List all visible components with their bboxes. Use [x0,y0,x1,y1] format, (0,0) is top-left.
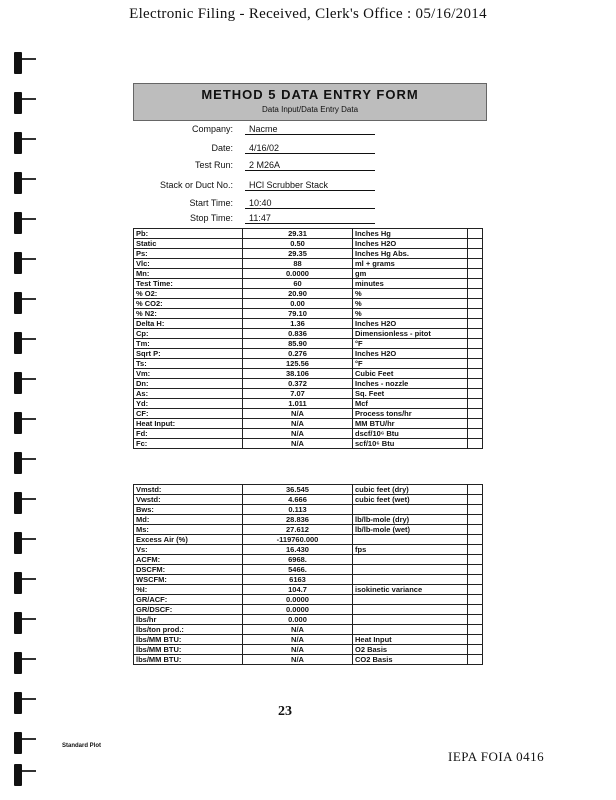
row-spacer [468,419,483,429]
table-row [134,565,483,575]
row-label: Dn: [134,379,243,389]
row-label: DSCFM: [134,565,243,575]
table-row [134,419,483,429]
table-row [134,269,483,279]
table-row [134,595,483,605]
row-unit [353,575,468,585]
row-unit: Inches H2O [353,319,468,329]
row-spacer [468,585,483,595]
table-row [134,429,483,439]
row-spacer [468,655,483,665]
binding-ring [14,332,22,354]
row-label: % O2: [134,289,243,299]
meta-value: 2 M26A [245,160,375,171]
row-unit [353,505,468,515]
row-spacer [468,625,483,635]
binding-ring [14,292,22,314]
row-spacer [468,535,483,545]
binding-ring [14,764,22,786]
row-value: 6163 [243,575,353,585]
row-unit: Mcf [353,399,468,409]
table-row [134,399,483,409]
form-title: METHOD 5 DATA ENTRY FORM [201,87,419,102]
row-label: Md: [134,515,243,525]
table-row [134,585,483,595]
row-unit [353,615,468,625]
row-value: 60 [243,279,353,289]
row-spacer [468,429,483,439]
row-unit: gm [353,269,468,279]
row-value: 0.0000 [243,595,353,605]
row-label: Test Time: [134,279,243,289]
meta-value: Nacme [245,124,375,135]
row-unit [353,605,468,615]
row-label: GR/ACF: [134,595,243,605]
row-value: N/A [243,635,353,645]
row-label: Vs: [134,545,243,555]
row-label: lbs/MM BTU: [134,635,243,645]
row-unit: lb/lb-mole (wet) [353,525,468,535]
row-spacer [468,505,483,515]
binding-ring [14,372,22,394]
row-value: 29.35 [243,249,353,259]
row-spacer [468,369,483,379]
row-label: Fc: [134,439,243,449]
row-value: 0.50 [243,239,353,249]
row-spacer [468,249,483,259]
row-value: 1.36 [243,319,353,329]
row-spacer [468,349,483,359]
row-spacer [468,615,483,625]
table-row [134,635,483,645]
row-unit: Inches H2O [353,239,468,249]
binding-ring [14,732,22,754]
row-unit: °F [353,339,468,349]
row-unit [353,625,468,635]
row-value: 85.90 [243,339,353,349]
row-unit: % [353,309,468,319]
row-unit: Process tons/hr [353,409,468,419]
binding-ring [14,212,22,234]
row-label: ACFM: [134,555,243,565]
row-spacer [468,645,483,655]
table-row [134,319,483,329]
meta-label: Date: [211,143,233,153]
row-value: 0.113 [243,505,353,515]
row-value: 4.666 [243,495,353,505]
row-value: N/A [243,439,353,449]
table-row [134,359,483,369]
row-spacer [468,329,483,339]
row-spacer [468,605,483,615]
row-spacer [468,229,483,239]
table-row [134,615,483,625]
row-label: As: [134,389,243,399]
table-row [134,309,483,319]
row-value: 79.10 [243,309,353,319]
row-unit: Sq. Feet [353,389,468,399]
foia-stamp: IEPA FOIA 0416 [448,749,545,764]
binding-ring [14,612,22,634]
footer-note: Standard Plot [62,743,102,749]
table-row [134,409,483,419]
row-unit: Inches H2O [353,349,468,359]
row-value: 16.430 [243,545,353,555]
table-row [134,259,483,269]
row-unit: dscf/10⁶ Btu [353,429,468,439]
row-value: 36.545 [243,485,353,495]
row-spacer [468,595,483,605]
row-spacer [468,359,483,369]
row-spacer [468,269,483,279]
row-label: Bws: [134,505,243,515]
row-value: 0.372 [243,379,353,389]
row-unit: minutes [353,279,468,289]
row-spacer [468,545,483,555]
table-row [134,515,483,525]
row-unit [353,565,468,575]
binding-ring [14,532,22,554]
table-row [134,349,483,359]
row-label: Mn: [134,269,243,279]
table-row [134,369,483,379]
table-row [134,299,483,309]
row-unit: Inches Hg [353,229,468,239]
row-value: 125.56 [243,359,353,369]
table-row [134,575,483,585]
row-value: 20.90 [243,289,353,299]
table-row [134,645,483,655]
row-label: Yd: [134,399,243,409]
row-spacer [468,515,483,525]
row-label: %I: [134,585,243,595]
row-unit: isokinetic variance [353,585,468,595]
spiral-binding [14,52,40,782]
binding-ring [14,252,22,274]
table-row [134,605,483,615]
row-spacer [468,239,483,249]
row-value: N/A [243,625,353,635]
row-spacer [468,555,483,565]
row-value: 0.000 [243,615,353,625]
row-label: CF: [134,409,243,419]
row-spacer [468,525,483,535]
row-value: N/A [243,409,353,419]
filing-header: Electronic Filing - Received, Clerk's Office : 05/16/2014 [129,6,487,22]
row-label: Fd: [134,429,243,439]
row-label: Heat Input: [134,419,243,429]
row-spacer [468,485,483,495]
row-value: 0.276 [243,349,353,359]
row-spacer [468,495,483,505]
row-spacer [468,289,483,299]
row-unit: O2 Basis [353,645,468,655]
binding-ring [14,132,22,154]
row-label: Delta H: [134,319,243,329]
row-value: 0.00 [243,299,353,309]
row-spacer [468,439,483,449]
row-value: N/A [243,655,353,665]
row-label: Cp: [134,329,243,339]
input-data-table [133,228,483,449]
row-unit: Inches Hg Abs. [353,249,468,259]
row-value: 29.31 [243,229,353,239]
row-label: Ps: [134,249,243,259]
row-label: Vwstd: [134,495,243,505]
row-value: 5466. [243,565,353,575]
row-label: Static [134,239,243,249]
table-row [134,555,483,565]
form-subtitle: Data Input/Data Entry Data [261,105,359,114]
row-value: 104.7 [243,585,353,595]
page-number: 23 [278,704,292,719]
meta-value: 10:40 [245,198,375,209]
row-label: Pb: [134,229,243,239]
row-spacer [468,379,483,389]
row-value: 38.106 [243,369,353,379]
binding-ring [14,492,22,514]
row-value: N/A [243,429,353,439]
row-unit: fps [353,545,468,555]
row-label: GR/DSCF: [134,605,243,615]
meta-label: Start Time: [189,198,233,208]
binding-ring [14,692,22,714]
row-unit: Heat Input [353,635,468,645]
row-label: Excess Air (%) [134,535,243,545]
row-spacer [468,339,483,349]
row-unit [353,555,468,565]
row-spacer [468,635,483,645]
row-value: 6968. [243,555,353,565]
table-row [134,339,483,349]
row-value: -119760.000 [243,535,353,545]
table-row [134,249,483,259]
table-row [134,439,483,449]
table-row [134,329,483,339]
binding-ring [14,412,22,434]
table-row [134,379,483,389]
meta-label: Test Run: [194,160,233,170]
row-value: N/A [243,645,353,655]
row-unit: cubic feet (dry) [353,485,468,495]
row-unit: Inches - nozzle [353,379,468,389]
meta-value: 4/16/02 [245,143,375,154]
table-row [134,229,483,239]
meta-label: Company: [191,124,233,134]
table-row [134,525,483,535]
row-spacer [468,319,483,329]
row-value: 88 [243,259,353,269]
table-row [134,655,483,665]
row-spacer [468,565,483,575]
row-unit: °F [353,359,468,369]
row-spacer [468,299,483,309]
row-value: 0.836 [243,329,353,339]
row-unit: Cubic Feet [353,369,468,379]
row-unit: % [353,299,468,309]
meta-label: Stop Time: [189,213,233,223]
table-row [134,535,483,545]
table-row [134,279,483,289]
row-spacer [468,389,483,399]
row-unit [353,535,468,545]
row-label: lbs/ton prod.: [134,625,243,635]
row-label: % N2: [134,309,243,319]
row-value: 0.0000 [243,269,353,279]
row-label: Ts: [134,359,243,369]
row-spacer [468,279,483,289]
row-label: Vlc: [134,259,243,269]
table-row [134,505,483,515]
row-unit: CO2 Basis [353,655,468,665]
binding-ring [14,92,22,114]
row-spacer [468,399,483,409]
row-spacer [468,409,483,419]
table-row [134,389,483,399]
row-label: Vmstd: [134,485,243,495]
row-label: Sqrt P: [134,349,243,359]
table-row [134,289,483,299]
binding-ring [14,172,22,194]
binding-ring [14,652,22,674]
row-unit [353,595,468,605]
meta-value: HCl Scrubber Stack [245,180,375,191]
row-unit: % [353,289,468,299]
row-unit: ml + grams [353,259,468,269]
row-unit: cubic feet (wet) [353,495,468,505]
row-unit: MM BTU/hr [353,419,468,429]
table-row [134,485,483,495]
binding-ring [14,52,22,74]
meta-value: 11:47 [245,213,375,224]
table-row [134,545,483,555]
meta-label: Stack or Duct No.: [159,180,233,190]
row-value: 28.836 [243,515,353,525]
row-spacer [468,259,483,269]
row-value: 0.0000 [243,605,353,615]
binding-ring [14,452,22,474]
form-banner [133,83,487,121]
row-unit: lb/lb-mole (dry) [353,515,468,525]
table-row [134,239,483,249]
row-value: 27.612 [243,525,353,535]
row-value: 7.07 [243,389,353,399]
row-label: lbs/hr [134,615,243,625]
row-label: Ms: [134,525,243,535]
row-spacer [468,309,483,319]
binding-ring [14,572,22,594]
row-label: WSCFM: [134,575,243,585]
row-value: N/A [243,419,353,429]
row-label: Tm: [134,339,243,349]
row-label: lbs/MM BTU: [134,655,243,665]
row-label: Vm: [134,369,243,379]
row-spacer [468,575,483,585]
row-label: lbs/MM BTU: [134,645,243,655]
row-value: 1.011 [243,399,353,409]
table-row [134,495,483,505]
results-table [133,484,483,665]
row-label: % CO2: [134,299,243,309]
table-row [134,625,483,635]
row-unit: Dimensionless - pitot [353,329,468,339]
row-unit: scf/10⁶ Btu [353,439,468,449]
